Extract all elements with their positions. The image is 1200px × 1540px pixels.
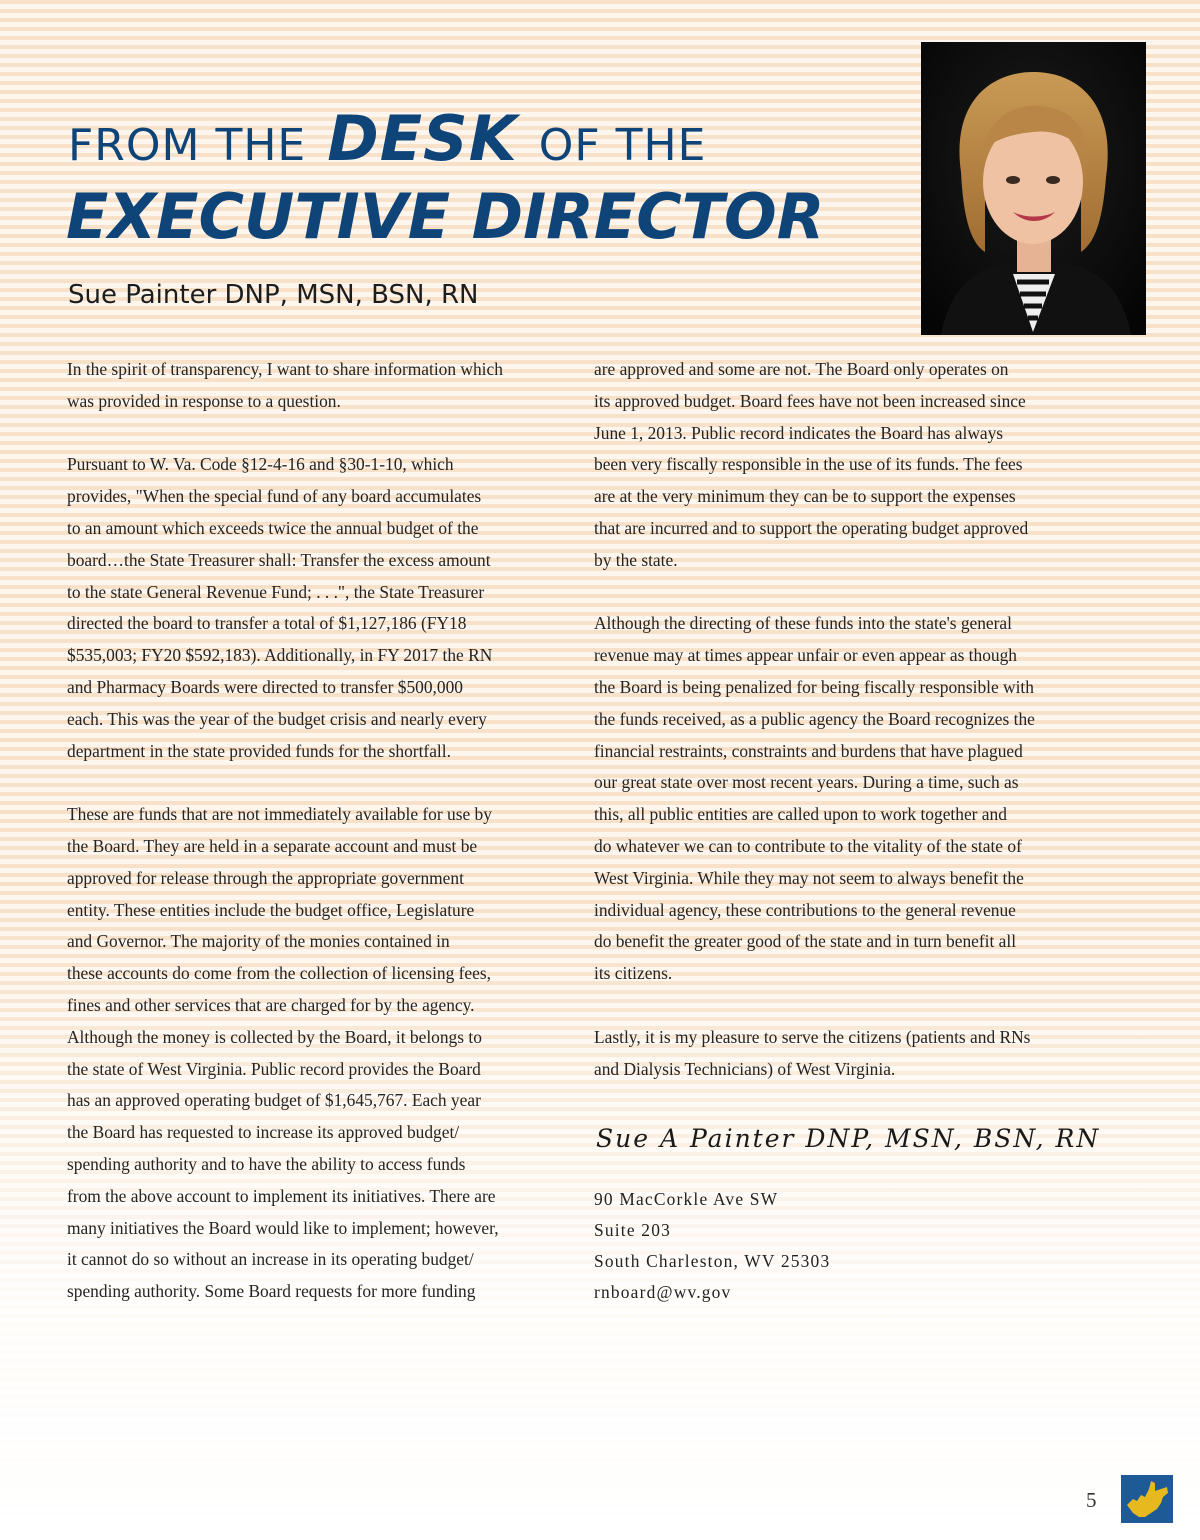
paragraph-general-revenue: Although the directing of these funds into the state's general revenue may at times appear unfair or even appear as though the Board is being penalized for being fiscally responsible with the funds received, as a public agency the Board recognizes the financial restraints, constraints and burdens that have plagued our great state over most recent years. During a time, such as this, all public entities are called upon to work together and do whatever we can to contribute to the vitality of the state of West Virginia. While they may not seem to always benefit the individual agency, these contributions to the general revenue do benefit the greater good of the state and in turn benefit all its citizens. — [594, 613, 1035, 984]
left-text-column — [67, 354, 572, 1308]
paragraph-funds-held: These are funds that are not immediately available for use by the Board. They are held in a separate account and must be approved for release through the appropriate government entity. These entities include the budget office, Legislature and Governor. The majority of the monies contained in these accounts do come from the collection of licensing fees, fines and other services that are charged for by the agency. Although the money is collected by the Board, it belongs to the state of West Virginia. Public record provides the Board has an approved operating budget of $1,645,767. Each year the Board has requested to increase its approved budget/ spending authority and to have the ability to access funds from the above account to implement its initiatives. There are many initiatives the Board would like to implement; however, it cannot do so without an increase in its operating budget/ spending authority. Some Board requests for more funding — [67, 804, 499, 1302]
contact-address — [594, 1184, 830, 1308]
title-desk: DESK — [327, 102, 518, 175]
title-of-the: OF THE — [538, 120, 707, 171]
page-title-line2: EXECUTIVE DIRECTOR — [66, 180, 825, 253]
address-suite: Suite 203 — [594, 1220, 671, 1240]
portrait-photo — [921, 42, 1146, 335]
page-number: 5 — [1086, 1488, 1097, 1512]
page-title-line1 — [68, 102, 707, 175]
paragraph-wv-code: Pursuant to W. Va. Code §12-4-16 and §30-1-10, which provides, "When the special fund of any board accumulates to an amount which exceeds twice the annual budget of the board…the State Treasurer shall: Transfer the excess amount to the state General Revenue Fund; . . .", the State Treasurer directed the board to transfer a total of $1,127,186 (FY18 $535,003; FY20 $592,183). Additionally, in FY 2017 the RN and Pharmacy Boards were directed to transfer $500,000 each. This was the year of the budget crisis and nearly every department in the state provided funds for the shortfall. — [67, 454, 493, 761]
author-credentials: Sue Painter DNP, MSN, BSN, RN — [68, 280, 479, 310]
address-email[interactable]: rnboard@wv.gov — [594, 1282, 732, 1302]
signature: Sue A Painter DNP, MSN, BSN, RN — [596, 1124, 1101, 1153]
paragraph-approved-budget: are approved and some are not. The Board only operates on its approved budget. Board fees have not been increased since June 1, 2013. Public record indicates the Board has always been very fiscally responsible in the use of its funds. The fees are at the very minimum they can be to support the expenses that are incurred and to support the operating budget approved by the state. — [594, 359, 1029, 570]
west-virginia-state-icon — [1121, 1475, 1173, 1523]
title-from-the: FROM THE — [68, 120, 307, 171]
right-text-column — [594, 354, 1099, 1085]
address-city: South Charleston, WV 25303 — [594, 1251, 831, 1271]
address-street: 90 MacCorkle Ave SW — [594, 1189, 779, 1209]
paragraph-transparency: In the spirit of transparency, I want to share information which was provided in response to a question. — [67, 359, 503, 411]
paragraph-closing: Lastly, it is my pleasure to serve the citizens (patients and RNs and Dialysis Technicians) of West Virginia. — [594, 1026, 1031, 1079]
